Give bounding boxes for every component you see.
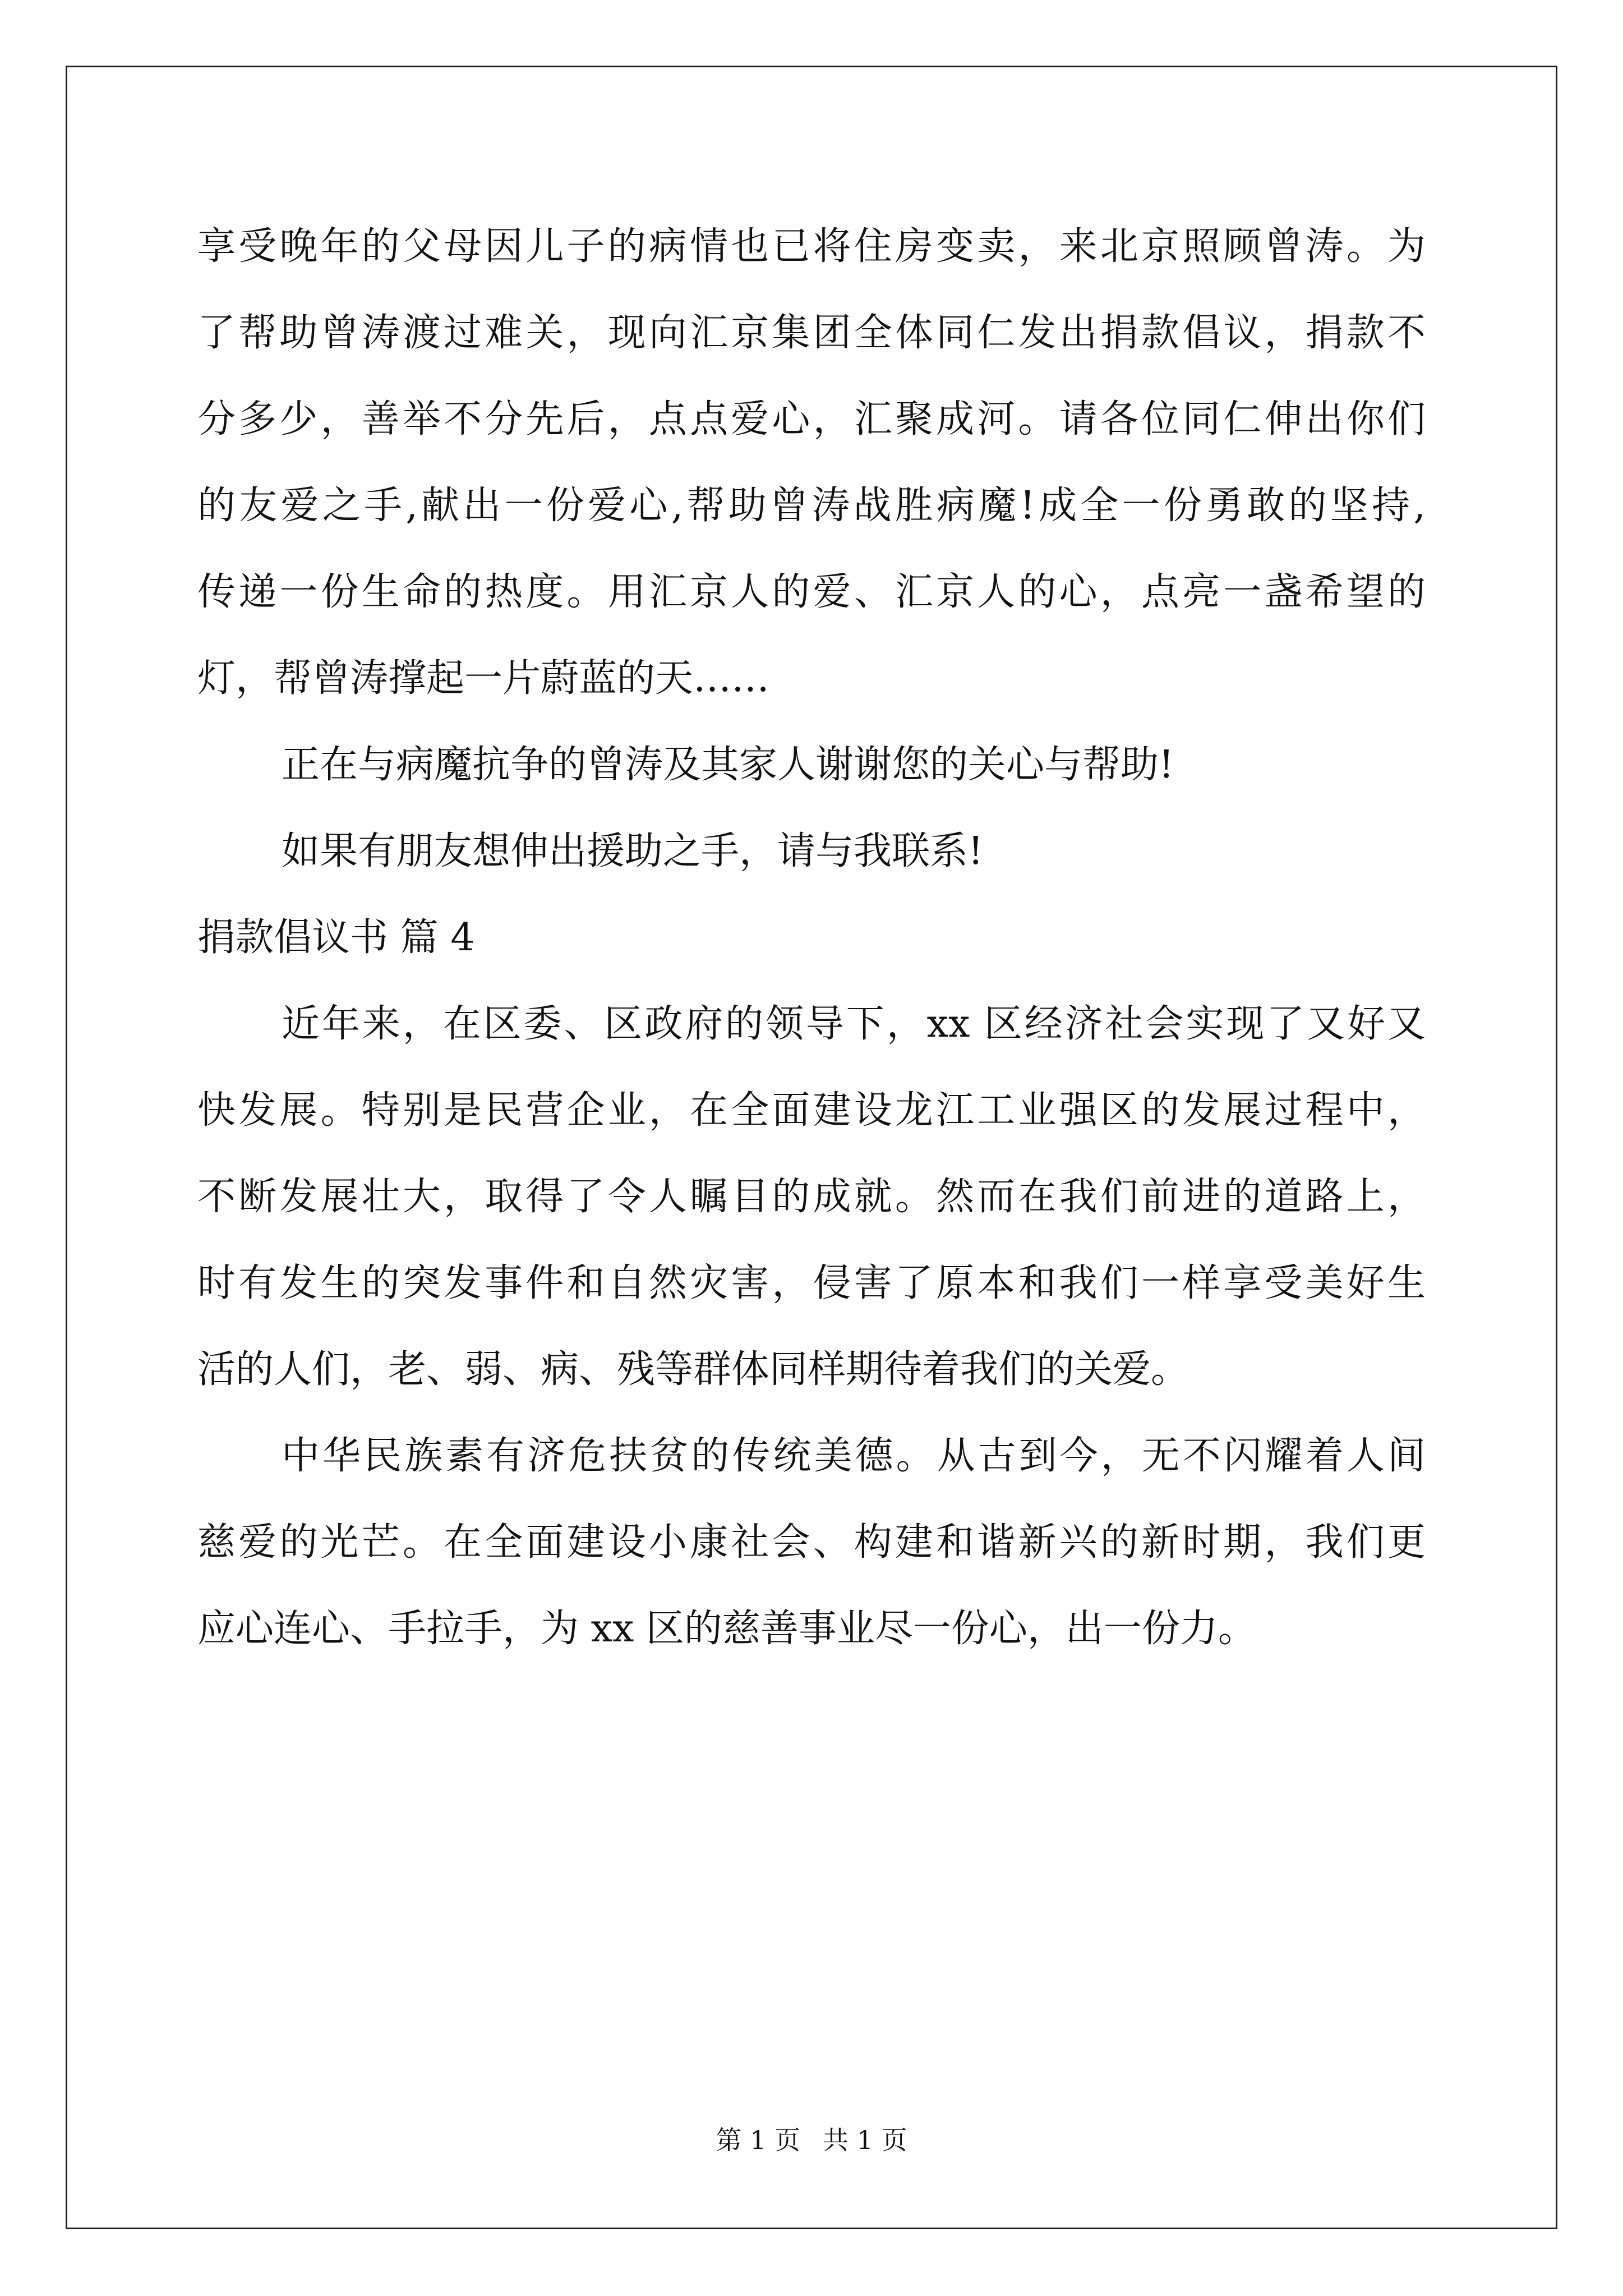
paragraph-line: 快发展。特别是民营企业，在全面建设龙江工业强区的发展过程中， (197, 1088, 1426, 1133)
page-footer (0, 2123, 1623, 2157)
paragraph-line: 应心连心、手拉手，为 xx 区的慈善事业尽一份心，出一份力。 (197, 1607, 1256, 1651)
paragraph-line: 的友爱之手,献出一份爱心,帮助曾涛战胜病魔!成全一份勇敢的坚持, (197, 484, 1426, 528)
paragraph-line: 灯，帮曾涛撑起一片蔚蓝的天…… (197, 656, 770, 701)
paragraph-line: 传递一份生命的热度。用汇京人的爱、汇京人的心，点亮一盏希望的 (197, 570, 1426, 614)
paragraph-line: 了帮助曾涛渡过难关，现向汇京集团全体同仁发出捐款倡议，捐款不 (197, 311, 1426, 355)
paragraph-line: 活的人们，老、弱、病、残等群体同样期待着我们的关爱。 (197, 1347, 1189, 1392)
paragraph-line: 分多少，善举不分先后，点点爱心，汇聚成河。请各位同仁伸出你们 (197, 397, 1426, 441)
paragraph-line: 中华民族素有济危扶贫的传统美德。从古到今，无不闪耀着人间 (282, 1434, 1426, 1478)
paragraph-line: 时有发生的突发事件和自然灾害，侵害了原本和我们一样享受美好生 (197, 1261, 1426, 1305)
page-total: 共 1 页 (823, 2125, 907, 2155)
page-number: 第 1 页 (716, 2125, 800, 2155)
paragraph-line: 正在与病魔抗争的曾涛及其家人谢谢您的关心与帮助! (282, 743, 1174, 787)
paragraph-line: 享受晚年的父母因儿子的病情也已将住房变卖，来北京照顾曾涛。为 (197, 224, 1426, 269)
section-heading: 捐款倡议书 篇 4 (197, 915, 475, 960)
paragraph-line: 如果有朋友想伸出援助之手，请与我联系! (282, 829, 984, 873)
paragraph-line: 不断发展壮大，取得了令人瞩目的成就。然而在我们前进的道路上， (197, 1175, 1426, 1219)
paragraph-line: 慈爱的光芒。在全面建设小康社会、构建和谐新兴的新时期，我们更 (197, 1520, 1426, 1565)
paragraph-line: 近年来，在区委、区政府的领导下，xx 区经济社会实现了又好又 (282, 1002, 1426, 1046)
